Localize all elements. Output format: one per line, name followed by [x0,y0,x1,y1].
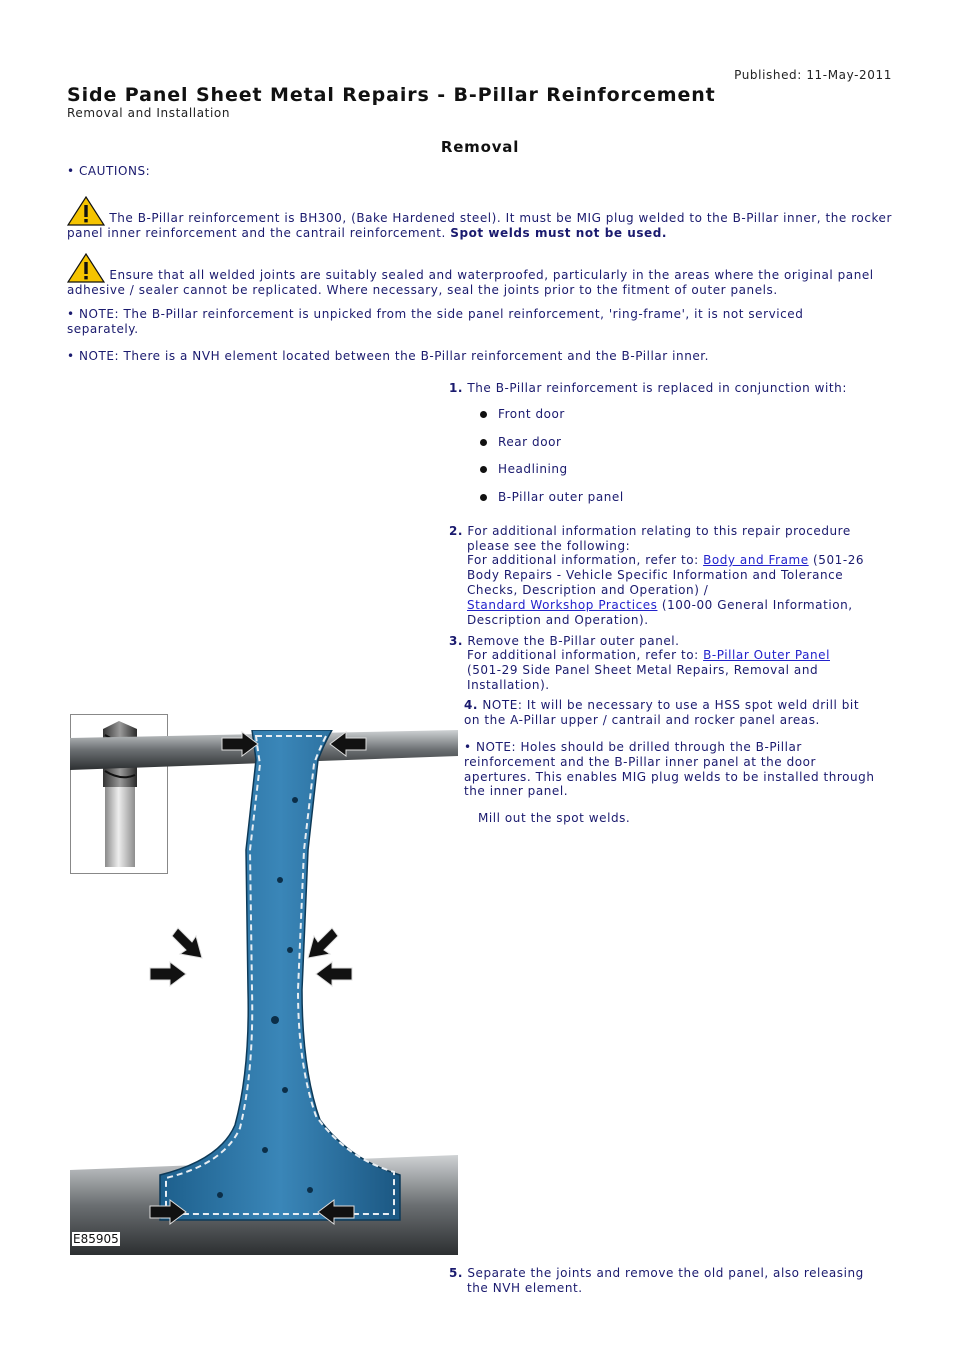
step-5-line: the NVH element. [467,1281,583,1295]
step-4-line: Mill out the spot welds. [478,811,631,825]
step-1 [449,381,847,396]
page-subtitle: Removal and Installation [67,106,231,120]
step-2-line: Body Repairs - Vehicle Specific Information and Tolerance [467,568,844,582]
step-2-line: Checks, Description and Operation) / [467,583,709,597]
caution-2-text: Ensure that all welded joints are suitably sealed and waterproofed, particularly in the areas where the original panel adhesive / sealer cannot be replicated. Where necessary, seal the joints prior to the fitment of outer panels. [67,268,874,297]
bullet-icon [480,439,487,446]
step-3-line: For additional information, refer to: B-Pillar Outer Panel [467,648,830,662]
step-4-line: on the A-Pillar upper / cantrail and rocker panel areas. [464,713,820,727]
step-4-line: the inner panel. [464,784,569,798]
step-3-line: (501-29 Side Panel Sheet Metal Repairs, Removal and [467,663,819,677]
step-4-line: NOTE: It will be necessary to use a HSS spot weld drill bit [478,698,860,712]
cautions-label: • CAUTIONS: [67,164,151,178]
caution-1-text: The B-Pillar reinforcement is BH300, (Bake Hardened steel). It must be MIG plug welded to the B-Pillar inner, the rocker panel inner reinforcement and the cantrail reinforcement. [67,211,892,240]
step-4-line: apertures. This enables MIG plug welds to be installed through [464,770,875,784]
step-1-text: The B-Pillar reinforcement is replaced in conjunction with: [467,381,847,395]
bullet-icon [480,494,487,501]
step-5 [449,1266,864,1281]
figure-label: E85905 [73,1232,119,1246]
step-5-number: 5. [449,1266,464,1280]
step-2-line: For additional information, refer to: Body and Frame (501-26 [467,553,865,567]
step-4-number: 4. [464,698,479,712]
step-3-number: 3. [449,634,464,648]
caution-1 [67,196,897,241]
note-2: • NOTE: There is a NVH element located between the B-Pillar reinforcement and the B-Pillar inner. [67,349,710,363]
step-1-number: 1. [449,381,464,395]
caution-1-bold: Spot welds must not be used. [450,226,667,240]
note-1: • NOTE: The B-Pillar reinforcement is unpicked from the side panel reinforcement, 'ring-frame', it is not serviced separately. [67,307,804,336]
bullet-icon [480,411,487,418]
section-title: Removal [440,138,520,156]
page-title: Side Panel Sheet Metal Repairs - B-Pillar Reinforcement [67,84,716,106]
b-pillar-diagram [70,730,458,1255]
link-standard-workshop-practices[interactable]: Standard Workshop Practices [467,598,658,612]
step-2-line: please see the following: [467,539,631,553]
step-2-line: Standard Workshop Practices (100-00 General Information, [467,598,853,612]
step-4-line: reinforcement and the B-Pillar inner panel at the door [464,755,817,769]
warning-icon [67,196,105,226]
warning-icon [67,253,105,283]
caution-2 [67,253,897,298]
b-pillar-figure [70,730,458,1255]
step-3 [449,634,680,649]
bullet-icon [480,466,487,473]
step-3-line: Remove the B-Pillar outer panel. [467,634,680,648]
step-3-line: Installation). [467,678,550,692]
published-date: Published: 11-May-2011 [734,68,892,82]
step-2 [449,524,851,539]
link-body-and-frame[interactable]: Body and Frame [703,553,809,567]
step-2-number: 2. [449,524,464,538]
step-4 [464,698,859,713]
link-b-pillar-outer-panel[interactable]: B-Pillar Outer Panel [703,648,830,662]
step-2-line: For additional information relating to this repair procedure [467,524,851,538]
step-2-line: Description and Operation). [467,613,649,627]
step-4-line: • NOTE: Holes should be drilled through the B-Pillar [464,740,802,754]
step-5-line: Separate the joints and remove the old panel, also releasing [467,1266,864,1280]
